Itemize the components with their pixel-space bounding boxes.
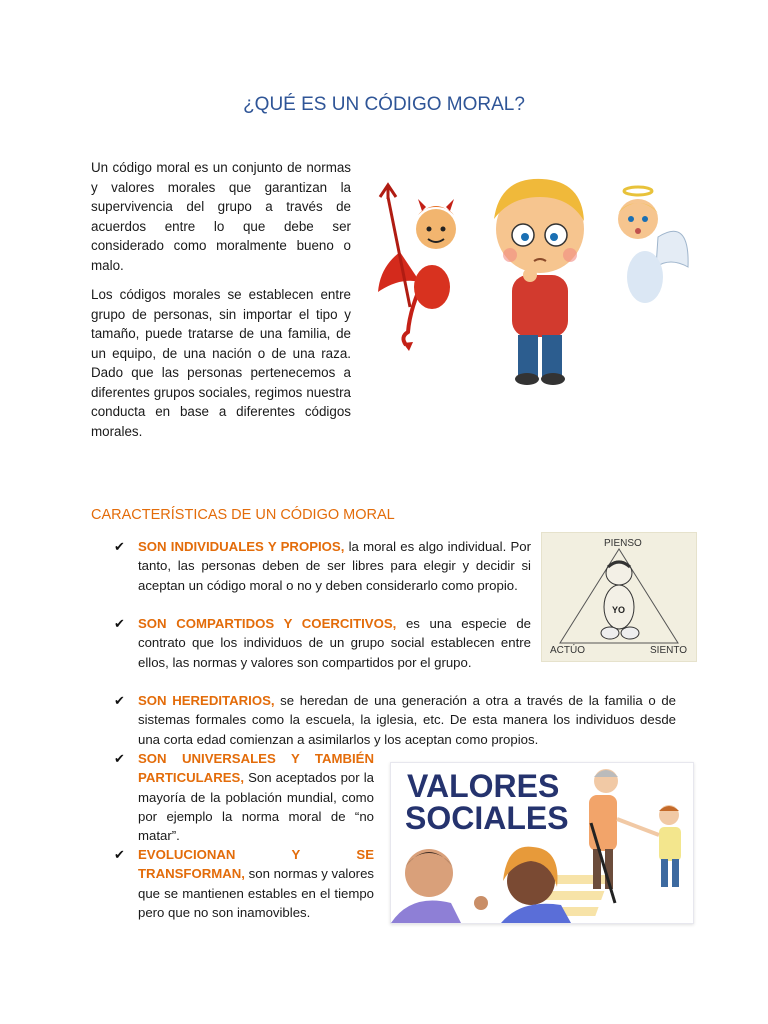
thinking-boy-figure	[494, 179, 584, 385]
characteristic-text: son normas y valores que se mantienen estables en el tiempo pero que no son inamovibles.	[138, 866, 374, 920]
characteristic-text: se heredan de una generación a otra a través de la familia o de sistemas formales como la escuela, la iglesia, etc. De esta manera los individuos desde una corta edad comienzan a asimilarlos y los aceptan como propios.	[138, 693, 676, 747]
intro-paragraph-2: Los códigos morales se establecen entre grupo de personas, sin importar el tipo y tamaño, puede tratarse de una familia, de un equipo, de una nación o de una raza. Dado que las personas pertenecemos a diferentes grupos sociales, regimos nuestra conducta en base a diferentes códigos morales.	[91, 287, 351, 439]
section-title: CARACTERÍSTICAS DE UN CÓDIGO MORAL	[91, 507, 395, 523]
angel-figure	[618, 187, 688, 303]
characteristic-heading: EVOLUCIONAN Y SE TRANSFORMAN,	[138, 847, 374, 882]
feel-label: SIENTO	[650, 645, 688, 656]
characteristic-item	[114, 691, 676, 749]
characteristic-heading: SON HEREDITARIOS,	[138, 693, 275, 708]
characteristic-text: la moral es algo individual. Por tanto, las personas deben de ser libres para elegir y decidir si aceptan un código moral o no y deben considerarlo como propio.	[138, 539, 531, 593]
characteristic-item	[114, 845, 374, 922]
characteristic-heading: SON COMPARTIDOS Y COERCITIVOS,	[138, 616, 397, 631]
check-icon: ✔	[114, 847, 125, 862]
characteristic-item	[114, 614, 531, 672]
characteristic-text: Son aceptados por la mayoría de la población mundial, como por ejemplo la norma moral de “no matar”.	[138, 770, 374, 844]
characteristic-text: es una especie de contrato que los individuos de un grupo social establecen entre ellos, las normas y valores son compartidos por el grupo.	[138, 616, 531, 670]
values-line-2: SOCIALES	[405, 800, 569, 836]
check-icon: ✔	[114, 539, 125, 554]
devil-figure	[378, 185, 456, 351]
think-label: PIENSO	[604, 538, 642, 549]
page-title: ¿QUÉ ES UN CÓDIGO MORAL?	[243, 94, 525, 115]
moral-dilemma-illustration	[370, 157, 702, 407]
characteristic-item	[114, 537, 531, 595]
act-label: ACTÚO	[550, 645, 585, 656]
characteristic-heading: SON INDIVIDUALES Y PROPIOS,	[138, 539, 345, 554]
social-values-illustration	[390, 762, 694, 924]
intro-paragraph-1: Un código moral es un conjunto de normas y valores morales que garantizan la supervivencia del grupo a través de acuerdos entre lo que debe ser considerado como moralmente bueno o malo.	[91, 160, 351, 273]
check-icon: ✔	[114, 693, 125, 708]
think-feel-act-illustration	[541, 532, 697, 662]
check-icon: ✔	[114, 751, 125, 766]
check-icon: ✔	[114, 616, 125, 631]
self-label: YO	[612, 605, 626, 615]
characteristic-item	[114, 749, 374, 845]
characteristic-heading: SON UNIVERSALES Y TAMBIÉN PARTICULARES,	[138, 751, 374, 786]
values-line-1: VALORES	[407, 768, 560, 804]
